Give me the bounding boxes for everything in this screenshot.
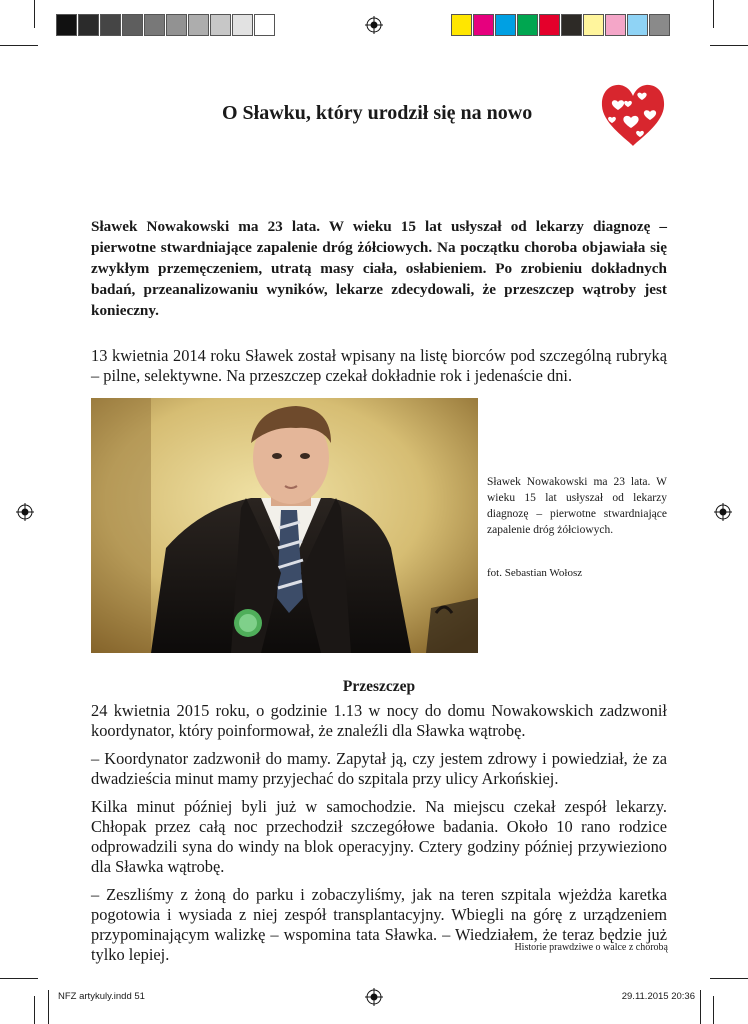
intro-paragraph: 13 kwietnia 2014 roku Sławek został wpisany na listę biorców pod szczególną rubryką – pilne, selektywne. Na przeszczep czekał dokładnie rok i jedenaście dni. <box>91 346 667 385</box>
lead-paragraph: Sławek Nowakowski ma 23 lata. W wieku 15 lat usłyszał od lekarzy diagnozę – pierwotne stwardniające zapalenie dróg żółciowych. Na początku choroba objawiała się zwykłym przemęczeniem, utratą masy ciała, osłabieniem. Po zrobieniu dokładnych badań, przeanalizowaniu wyników, lekarze zdecydowali, że przeszczep wątroby jest konieczny. <box>91 218 667 319</box>
section-paragraph: Kilka minut później byli już w samochodzie. Na miejscu czekał zespół lekarzy. Chłopak przez całą noc przechodził szczegółowe badania. Około 10 rano rodzice odprowadzili syna do windy na blok operacyjny. Cztery godziny później przywieziono dla Sławka wątrobę. <box>91 797 667 876</box>
color-swatch <box>605 14 626 36</box>
portrait-photo <box>91 398 478 653</box>
color-swatch <box>539 14 560 36</box>
article-title: O Sławku, który urodził się na nowo <box>222 102 533 124</box>
color-swatch <box>627 14 648 36</box>
photo-caption: Sławek Nowakowski ma 23 lata. W wieku 15 lat usłyszał od lekarzy diagnozę – pierwotne stwardniające zapalenie dróg żółciowych. <box>487 476 667 536</box>
section-body <box>91 701 667 973</box>
slug-file-name: NFZ artykuly.indd 51 <box>58 991 145 1002</box>
registration-mark-icon <box>714 503 732 521</box>
color-swatch <box>254 14 275 36</box>
heart-logo-icon <box>598 80 668 150</box>
color-swatch <box>649 14 670 36</box>
color-swatch <box>473 14 494 36</box>
photo-credit: fot. Sebastian Wołosz <box>487 567 583 579</box>
color-swatch <box>56 14 77 36</box>
color-swatch <box>561 14 582 36</box>
registration-mark-icon <box>365 988 383 1006</box>
color-swatch <box>122 14 143 36</box>
slug-date: 29.11.2015 20:36 <box>621 991 695 1002</box>
color-swatch <box>583 14 604 36</box>
registration-mark-icon <box>365 16 383 34</box>
section-paragraph: – Zeszliśmy z żoną do parku i zobaczyliśmy, jak na teren szpitala wjeżdża karetka pogotowia i wysiada z niej zespół transplantacyjny. Wbiegli na górę z urządzeniem przypominającym walizkę – wspomina tata Sławka. – Wiedziałem, że teraz będzie już tylko lepiej. <box>91 885 667 964</box>
registration-mark-icon <box>16 503 34 521</box>
color-swatch <box>495 14 516 36</box>
color-swatch <box>210 14 231 36</box>
color-swatch <box>144 14 165 36</box>
section-paragraph: 24 kwietnia 2015 roku, o godzinie 1.13 w nocy do domu Nowakowskich zadzwonił koordynator, który poinformował, że znaleźli dla Sławka wątrobę. <box>91 701 667 740</box>
color-swatch <box>100 14 121 36</box>
color-swatch <box>517 14 538 36</box>
color-swatch <box>188 14 209 36</box>
color-swatch <box>232 14 253 36</box>
running-footer: Historie prawdziwe o walce z chorobą <box>514 942 668 953</box>
section-paragraph: – Koordynator zadzwonił do mamy. Zapytał ją, czy jestem zdrowy i powiedział, że za dwadzieścia minut mamy przyjechać do szpitala przy ulicy Arkońskiej. <box>91 749 667 788</box>
color-swatch <box>78 14 99 36</box>
section-heading: Przeszczep <box>342 678 416 695</box>
color-swatch <box>166 14 187 36</box>
color-swatch <box>451 14 472 36</box>
